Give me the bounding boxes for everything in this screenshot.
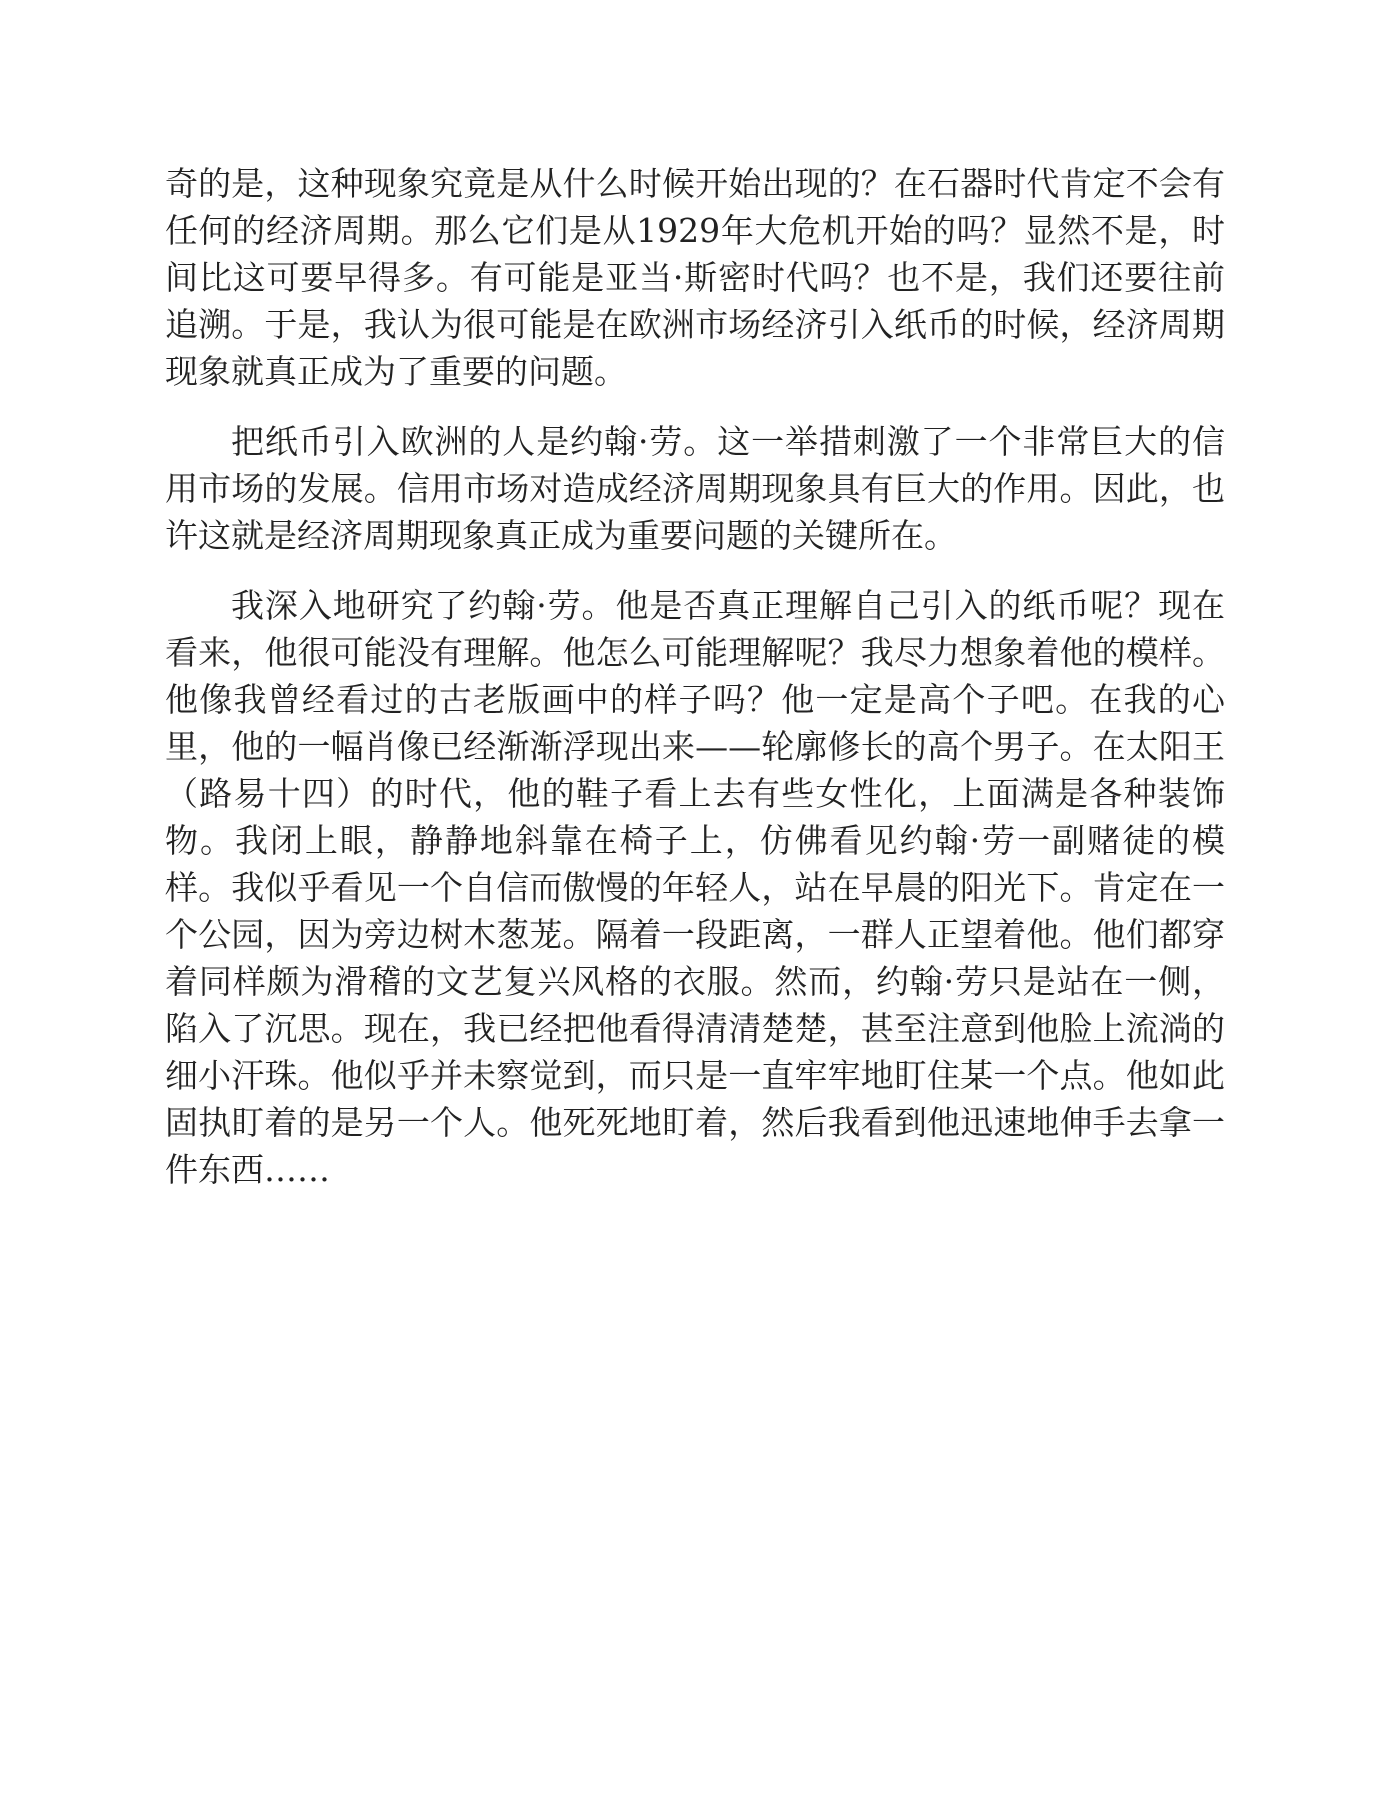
paragraph-1: 奇的是，这种现象究竟是从什么时候开始出现的？在石器时代肯定不会有任何的经济周期。那么它们是从1929年大危机开始的吗？显然不是，时间比这可要早得多。有可能是亚当·斯密时代吗？也不是，我们还要往前追溯。于是，我认为很可能是在欧洲市场经济引入纸币的时候，经济周期现象就真正成为了重要的问题。 xyxy=(165,164,1225,391)
document-body xyxy=(165,160,1225,1216)
paragraph-3: 我深入地研究了约翰·劳。他是否真正理解自己引入的纸币呢？现在看来，他很可能没有理解。他怎么可能理解呢？我尽力想象着他的模样。他像我曾经看过的古老版画中的样子吗？他一定是高个子吧。在我的心里，他的一幅肖像已经渐渐浮现出来——轮廓修长的高个男子。在太阳王（路易十四）的时代，他的鞋子看上去有些女性化，上面满是各种装饰物。我闭上眼，静静地斜靠在椅子上，仿佛看见约翰·劳一副赌徒的模样。我似乎看见一个自信而傲慢的年轻人，站在早晨的阳光下。肯定在一个公园，因为旁边树木葱茏。隔着一段距离，一群人正望着他。他们都穿着同样颇为滑稽的文艺复兴风格的衣服。然而，约翰·劳只是站在一侧，陷入了沉思。现在，我已经把他看得清清楚楚，甚至注意到他脸上流淌的细小汗珠。他似乎并未察觉到，而只是一直牢牢地盯住某一个点。他如此固执盯着的是另一个人。他死死地盯着，然后我看到他迅速地伸手去拿一件东西…… xyxy=(165,586,1225,1189)
paragraph-2: 把纸币引入欧洲的人是约翰·劳。这一举措刺激了一个非常巨大的信用市场的发展。信用市场对造成经济周期现象具有巨大的作用。因此，也许这就是经济周期现象真正成为重要问题的关键所在。 xyxy=(165,422,1225,555)
